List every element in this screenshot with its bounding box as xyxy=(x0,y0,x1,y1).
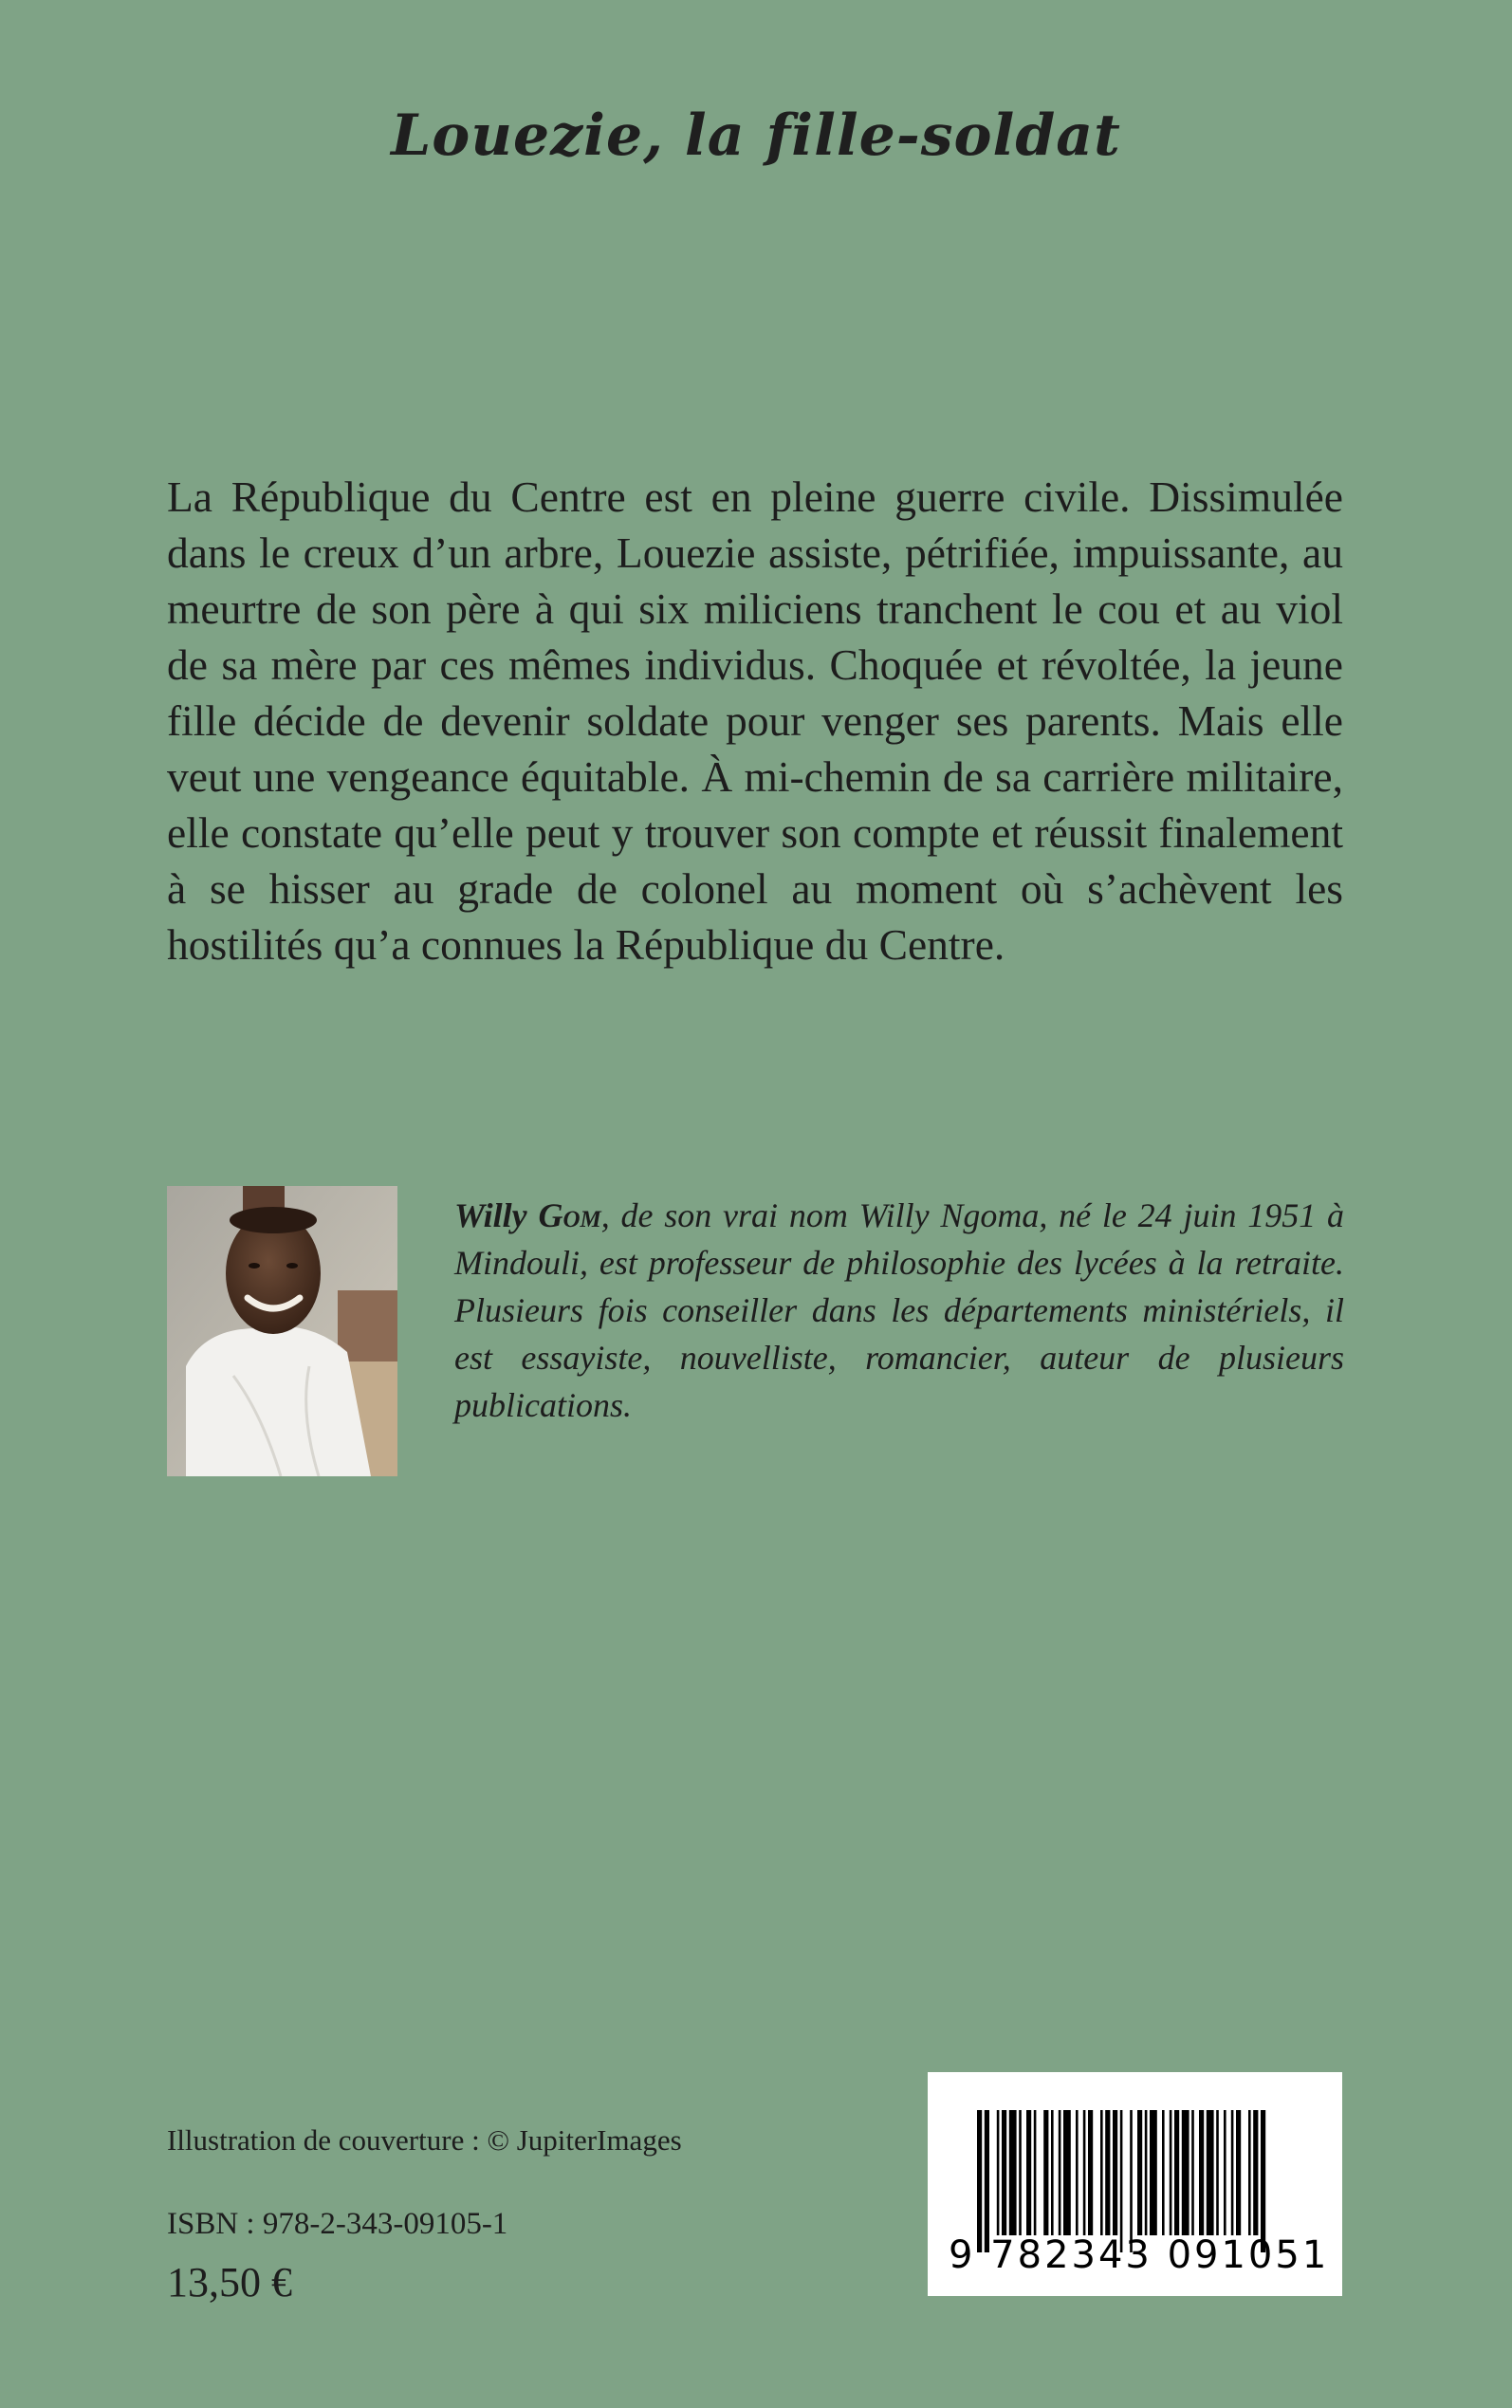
barcode-bar xyxy=(1043,2110,1048,2235)
barcode-bar xyxy=(1026,2110,1031,2235)
barcode-bar xyxy=(1236,2110,1241,2235)
barcode-bar xyxy=(1100,2110,1103,2235)
barcode-bar xyxy=(1248,2110,1251,2235)
barcode-bar xyxy=(1076,2110,1079,2235)
barcode-bar xyxy=(1051,2110,1054,2235)
cover-illustration-credit: Illustration de couverture : © JupiterImages xyxy=(167,2123,682,2157)
author-portrait-image xyxy=(167,1186,397,1476)
barcode-bar xyxy=(1216,2110,1219,2235)
barcode-bar xyxy=(1083,2110,1086,2235)
author-surname: Gom xyxy=(538,1196,601,1234)
barcode-bar xyxy=(1261,2110,1265,2252)
barcode-bar xyxy=(1059,2110,1061,2235)
barcode-bar xyxy=(1170,2110,1172,2235)
isbn-number: ISBN : 978-2-343-09105-1 xyxy=(167,2207,508,2241)
barcode-bar xyxy=(1113,2110,1117,2235)
barcode-bar xyxy=(1120,2110,1123,2252)
author-first-name: Willy xyxy=(454,1196,527,1234)
barcode-bar xyxy=(1137,2110,1142,2235)
barcode-bar xyxy=(1009,2110,1017,2235)
barcode-bar xyxy=(1191,2110,1194,2235)
barcode-bar xyxy=(1231,2110,1234,2235)
barcode-bar xyxy=(1130,2110,1133,2252)
book-summary: La République du Centre est en pleine guerre civile. Dissimulée dans le creux d’un arbre, Louezie assiste, pétrifiée, impuissante, au meurtre de son père à qui six miliciens tranchent le cou et au viol de sa mère par ces mêmes individus. Choquée et révoltée, la jeune fille décide de devenir soldate pour venger ses parents. Mais elle veut une vengeance équitable. À mi-chemin de sa carrière militaire, elle constate qu’elle peut y trouver son compte et réussit finalement à se hisser au grade de colonel au moment où s’achèvent les hostilités qu’a connues la République du Centre. xyxy=(167,472,1343,969)
barcode-bar xyxy=(1019,2110,1022,2235)
barcode-bar xyxy=(997,2110,1000,2235)
author-bio-text: , de son vrai nom Willy Ngoma, né le 24 juin 1951 à Mindouli, est professeur de philosophie des lycées à la retraite. Plusieurs fois conseiller dans les départements ministériels, il est essayiste, nouvelliste, romancier, auteur de plusieurs publications. xyxy=(454,1196,1345,1424)
barcode-bar xyxy=(1002,2110,1006,2235)
author-photo xyxy=(167,1186,397,1476)
barcode-bar xyxy=(1162,2110,1165,2235)
book-title: Louezie, la fille-soldat xyxy=(391,102,1121,169)
barcode-bar xyxy=(977,2110,982,2252)
barcode-bar xyxy=(1199,2110,1204,2235)
author-bio xyxy=(454,1192,1344,1429)
barcode-bar xyxy=(1034,2110,1037,2235)
barcode-bar xyxy=(1145,2110,1148,2235)
barcode-digits: 9 782343 091051 xyxy=(949,2233,1330,2277)
barcode-bar xyxy=(1224,2110,1226,2235)
barcode-bar xyxy=(1063,2110,1071,2235)
book-price: 13,50 € xyxy=(167,2259,292,2306)
barcode-bar xyxy=(1182,2110,1189,2235)
barcode-bar xyxy=(1150,2110,1157,2235)
barcode-bar xyxy=(1105,2110,1110,2235)
barcode-bar xyxy=(1174,2110,1179,2235)
barcode-bar xyxy=(1253,2110,1258,2235)
barcode xyxy=(928,2072,1342,2296)
barcode-bar xyxy=(1207,2110,1214,2235)
barcode-bar xyxy=(985,2110,989,2252)
barcode-bar xyxy=(1088,2110,1093,2235)
